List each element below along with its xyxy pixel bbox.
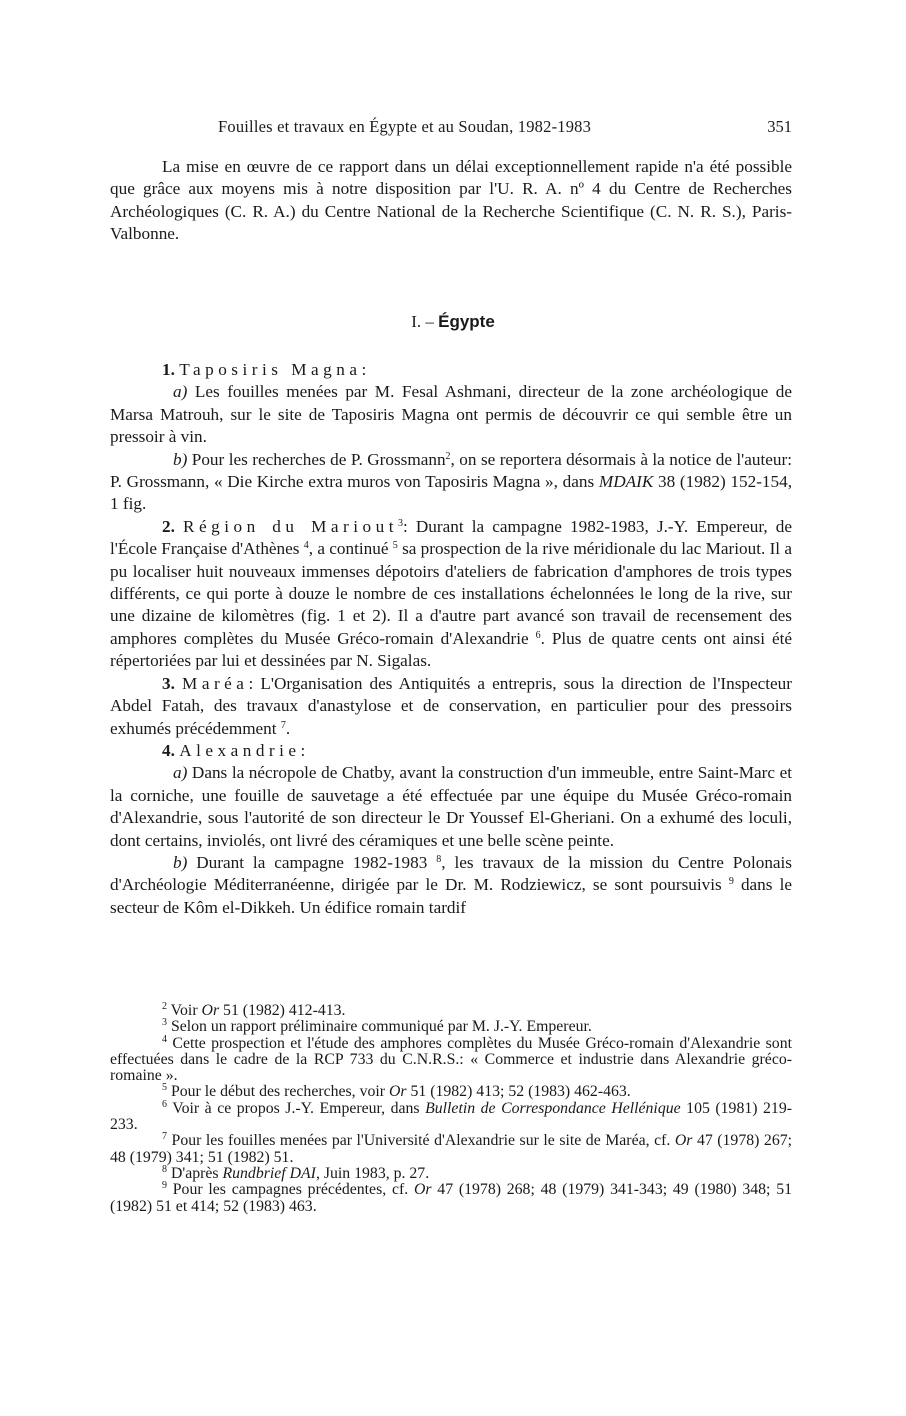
item-3-title: Maréa <box>182 673 249 693</box>
journal-title: MDAIK <box>598 472 654 492</box>
body-text <box>110 359 792 919</box>
item-1-title: Taposiris Magna <box>179 360 362 379</box>
footnote-5: $^5$ Pour le début des recherches, voir Or 51 (1982) 413; 52 (1983) 462-463. <box>162 1082 631 1101</box>
footnote-ref: 8 <box>436 853 442 865</box>
item-1b-paragraph: b) Pour les recherches de P. Grossmann$^2$, on se reportera désormais à la notice de l'auteur: P. Grossmann, « Die Kirche extra muros von Taposiris Magna », dans MDAIK 38 (1982) 152-154, 1 fig. <box>110 449 793 514</box>
item-1a-paragraph: a) Les fouilles menées par M. Fesal Ashmani, directeur de la zone archéologique de Marsa Matrouh, sur le site de Taposiris Magna ont permis de découvrir ce qui semble être un pressoir à vin. <box>110 382 792 447</box>
footnote-9: $^9$ Pour les campagnes précédentes, cf. Or 47 (1978) 268; 48 (1979) 341-343; 49 (1980) 348; 51 (1982) 51 et 414; 52 (1983) 463. <box>110 1180 793 1215</box>
footnote-2: $^2$ Voir Or 51 (1982) 412-413. <box>162 1001 346 1019</box>
section-heading <box>0 311 906 333</box>
intro-block <box>110 156 792 246</box>
footnote-4: $^4$ Cette prospection et l'étude des amphores complètes du Musée Gréco-romain d'Alexandrie sont effectuées dans le cadre de la RCP 733 du C.N.R.S.: « Commerce et industrie dans Alexandrie gréco-romaine ». <box>110 1033 792 1085</box>
item-2-title: Région du Mariout <box>183 516 398 536</box>
footnote-ref: 2 <box>445 450 451 462</box>
footnote-ref: 9 <box>728 876 734 888</box>
section-title: Égypte <box>438 312 495 331</box>
item-4-heading: 4. Alexandrie: <box>162 740 306 760</box>
item-2-paragraph: 2. Région du Mariout$^3$: Durant la campagne 1982-1983, J.-Y. Empereur, de l'École Française d'Athènes $^4$, a continué $^5$ sa prospection de la rive méridionale du lac Mariout. Il a pu localiser huit nouveaux immenses dépotoirs d'ateliers de fabrication d'amphores de trois types différents, ce qui porte à douze le nombre de ces installations échelonnées le long de la rive, sur une dizaine de kilomètres (fig. 1 et 2). Il a d'autre part avancé son travail de recensement des amphores complètes du Musée Gréco-romain d'Alexandrie $^6$. Plus de quatre cents ont ainsi été répertoriées par lui et dessinées par N. Sigalas. <box>110 516 792 671</box>
running-title: Fouilles et travaux en Égypte et au Soudan, 1982-1983 <box>218 117 592 136</box>
footnote-ref: 6 <box>535 629 541 641</box>
footnote-ref: 5 <box>392 540 398 552</box>
item-1-heading: 1. Taposiris Magna: <box>162 360 367 379</box>
page-number: 351 <box>767 117 792 136</box>
footnote-6: $^6$ Voir à ce propos J.-Y. Empereur, dans Bulletin de Correspondance Hellénique 105 (1981) 219-233. <box>110 1098 792 1134</box>
footnotes <box>110 1003 792 1215</box>
intro-paragraph: La mise en œuvre de ce rapport dans un délai exceptionnellement rapide n'a été possible que grâce aux moyens mis à notre disposition par l'U. R. A. nº 4 du Centre de Recherches Archéologiques (C. R. A.) du Centre National de la Recherche Scientifique (C. N. R. S.), Paris-Valbonne. <box>110 157 792 244</box>
item-3-paragraph: 3. Maréa: L'Organisation des Antiquités a entrepris, sous la direction de l'Inspecteur Abdel Fatah, des travaux d'anastylose et de conservation, en particulier pour des pressoirs exhumés précédemment $^7$. <box>110 673 793 738</box>
section-number: I. – <box>411 312 434 331</box>
footnote-ref: 7 <box>280 719 286 731</box>
footnote-3: $^3$ Selon un rapport préliminaire communiqué par M. J.-Y. Empereur. <box>162 1017 592 1036</box>
footnote-ref: 4 <box>303 540 309 552</box>
footnote-ref: 3 <box>397 517 403 529</box>
item-4a-paragraph: a) Dans la nécropole de Chatby, avant la construction d'un immeuble, entre Saint-Marc et la corniche, une fouille de sauvetage a été effectuée par une équipe du Musée Gréco-romain d'Alexandrie, sous l'autorité de son directeur le Dr Youssef El-Gheriani. On a exhumé des loculi, dont certains, inviolés, ont livré des céramiques et une belle scène peinte. <box>110 763 792 850</box>
footnote-7: $^7$ Pour les fouilles menées par l'Université d'Alexandrie sur le site de Maréa, cf. Or 47 (1978) 267; 48 (1979) 341; 51 (1982) 51. <box>110 1131 793 1166</box>
item-4-title: Alexandrie <box>179 740 301 760</box>
footnote-8: $^8$ D'après Rundbrief DAI, Juin 1983, p. 27. <box>162 1163 430 1182</box>
item-4b-paragraph: b) Durant la campagne 1982-1983 $^8$, les travaux de la mission du Centre Polonais d'Archéologie Méditerranéenne, dirigée par le Dr. M. Rodziewicz, se sont poursuivis $^9$ dans le secteur de Kôm el-Dikkeh. Un édifice romain tardif <box>110 852 792 917</box>
